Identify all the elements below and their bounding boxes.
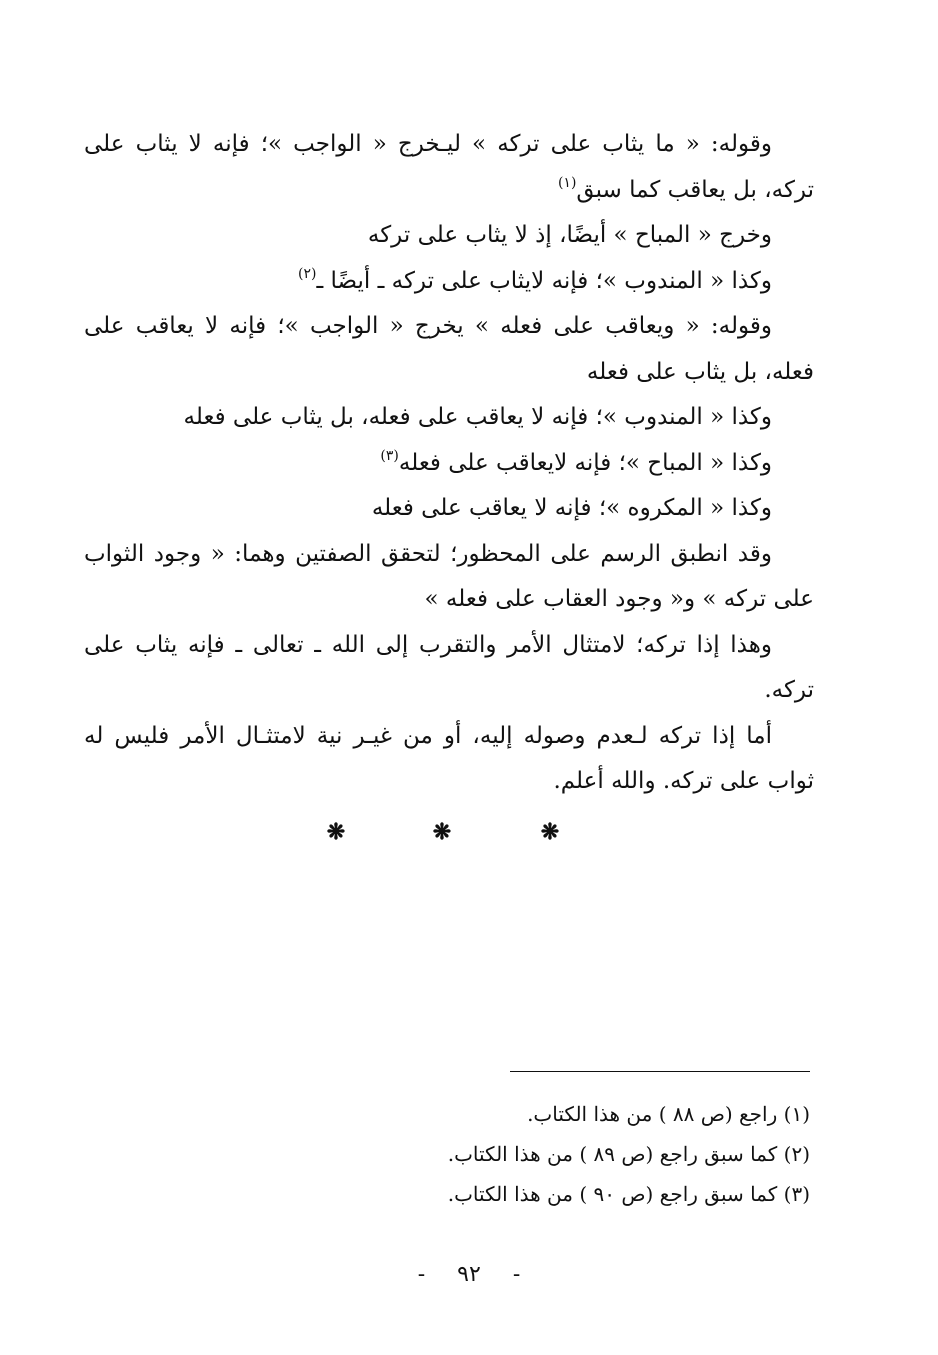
paragraph-9: وهذا إذا تركه؛ لامتثال الأمر والتقرب إلى الله ـ تعالى ـ فإنه يثاب على تركه.: [84, 631, 814, 703]
footnote-2: (٢) كما سبق راجع (ص ٨٩ ) من هذا الكتاب.: [447, 1142, 810, 1166]
footnote-ref-1[interactable]: (١): [557, 174, 577, 191]
main-text: [84, 122, 814, 805]
footnote-ref-3[interactable]: (٣): [380, 447, 399, 464]
page-number-dash: -: [512, 1262, 521, 1287]
paragraph-1: وقوله: « ما يثاب على تركه » ليـخرج « الواجب »؛ فإنه لا يثاب على تركه، بل يعاقب كما سبق$^{(١)}$: [84, 131, 814, 203]
paragraph-5: وكذا « المندوب »؛ فإنه لا يعاقب على فعله، بل يثاب على فعله: [183, 404, 772, 430]
footnotes: [110, 1094, 810, 1214]
section-separator: [0, 819, 938, 845]
paragraph-8: وقد انطبق الرسم على المحظور؛ لتحقق الصفتين وهما: « وجود الثواب على تركه » و« وجود العقاب على فعله »: [84, 540, 814, 612]
star-ornament-icon: ❋: [540, 819, 560, 845]
paragraph-3: وكذا « المندوب »؛ فإنه لايثاب على تركه ـ أيضًا ـ$^{(٢)}$: [298, 265, 772, 294]
paragraph-10: أما إذا تركه لـعدم وصوله إليه، أو من غيـر نية لامتثـال الأمر فليس له ثواب على تركه. والله أعلم.: [84, 722, 814, 794]
paragraph-6: وكذا « المباح »؛ فإنه لايعاقب على فعله$^{(٣)}$: [380, 447, 772, 476]
page-number-dash: -: [417, 1262, 426, 1287]
paragraph-2: وخرج « المباح » أيضًا، إذ لا يثاب على تركه: [367, 222, 772, 248]
page-number-value: ٩٢: [457, 1262, 481, 1287]
footnote-1: (١) راجع (ص ٨٨ ) من هذا الكتاب.: [527, 1102, 810, 1126]
footnote-divider: [510, 1071, 810, 1072]
star-ornament-icon: ❋: [326, 819, 346, 845]
star-ornament-icon: ❋: [432, 819, 452, 845]
paragraph-7: وكذا « المكروه »؛ فإنه لا يعاقب على فعله: [371, 495, 772, 521]
footnote-3: (٣) كما سبق راجع (ص ٩٠ ) من هذا الكتاب.: [447, 1182, 810, 1206]
paragraph-4: وقوله: « ويعاقب على فعله » يخرج « الواجب »؛ فإنه لا يعاقب على فعله، بل يثاب على فعله: [84, 313, 814, 385]
footnote-ref-2[interactable]: (٢): [298, 265, 317, 282]
page-number: [0, 1262, 938, 1287]
